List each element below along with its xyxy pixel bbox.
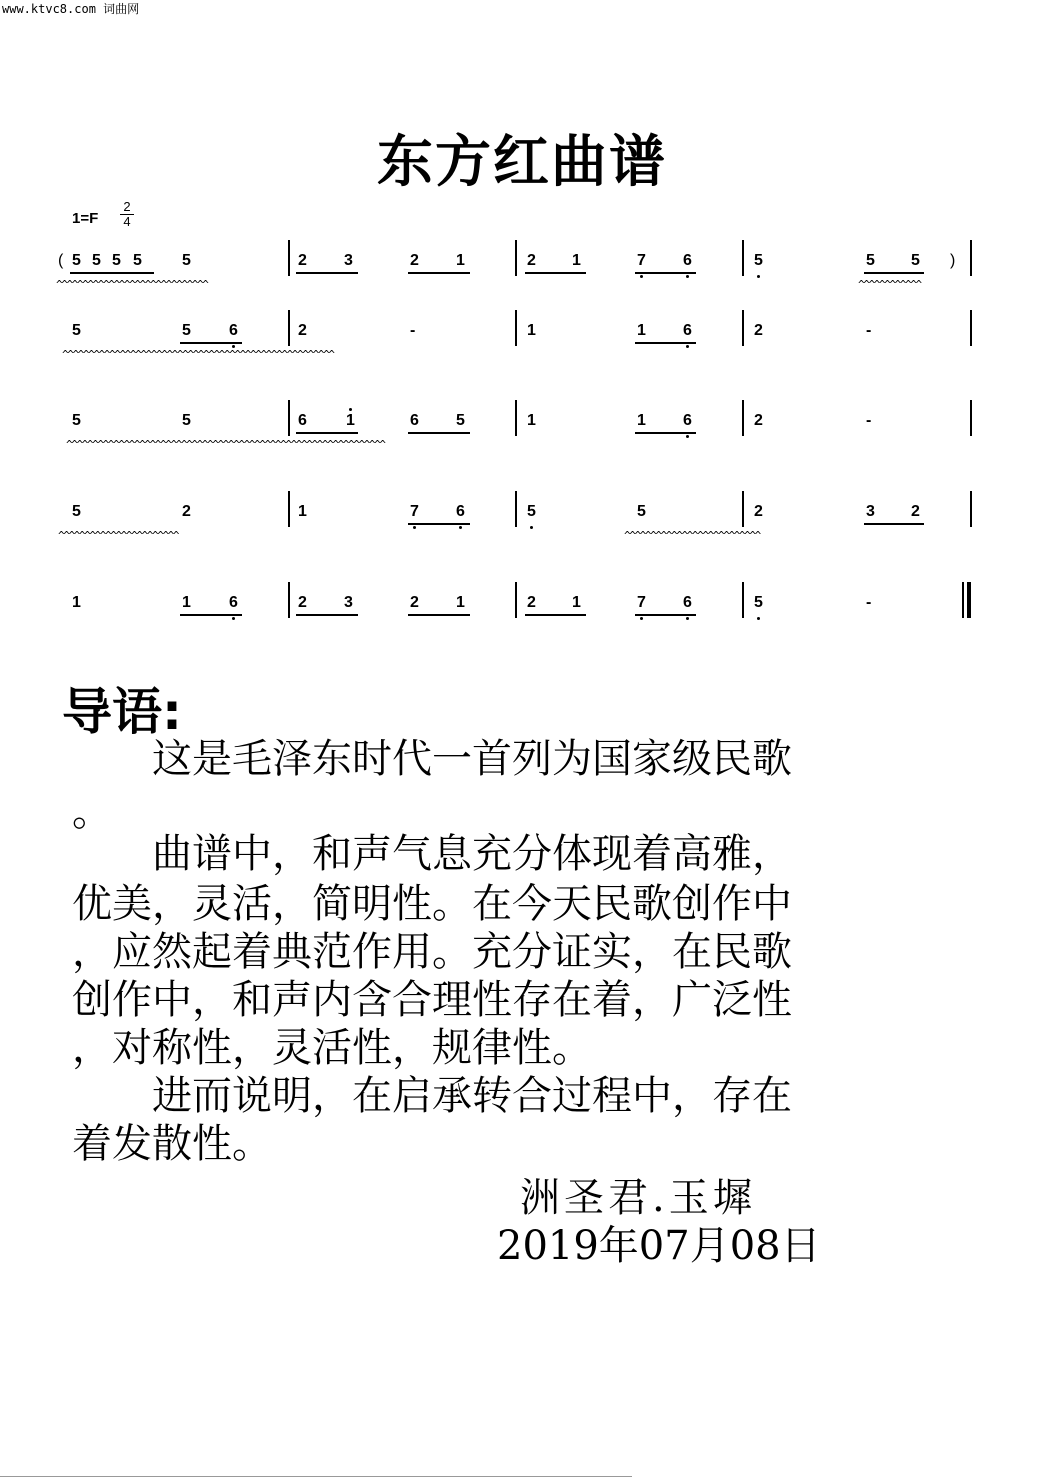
beat-underline xyxy=(408,614,470,616)
note: 1 xyxy=(527,412,536,429)
note: 2 xyxy=(410,252,419,269)
final-barline-thin xyxy=(962,582,964,618)
beat-underline xyxy=(635,432,696,434)
intro-heading: 导语: xyxy=(62,683,182,741)
beat-underline xyxy=(635,342,696,344)
slur-mark: ^^^^^^^^^^^^^^^^^^^^^^^^^^ xyxy=(624,529,760,542)
note: 1 xyxy=(72,594,81,611)
slur-mark: ^^^^^^^^^^^^^^^^^^^^^^^^^^^^^ xyxy=(56,278,208,291)
page-edge-rule xyxy=(0,1476,632,1477)
octave-dot-below xyxy=(459,526,462,529)
barline xyxy=(288,491,290,527)
beat-underline xyxy=(180,614,242,616)
octave-dot-above xyxy=(349,408,352,411)
note: 2 xyxy=(527,252,536,269)
intro-line: ，应然起着典范作用。充分证实，在民歌 xyxy=(72,929,792,975)
note: 7 xyxy=(637,594,646,611)
note: 1 xyxy=(346,412,355,429)
barline xyxy=(970,491,972,527)
beat-underline xyxy=(296,272,358,274)
barline xyxy=(515,310,517,346)
intro-line: 创作中，和声内含合理性存在着，广泛性 xyxy=(72,977,792,1023)
note: 5 xyxy=(72,503,81,520)
note: 6 xyxy=(456,503,465,520)
barline xyxy=(742,310,744,346)
note: 1 xyxy=(572,252,581,269)
beat-underline xyxy=(635,614,696,616)
note: 6 xyxy=(229,594,238,611)
note: 1 xyxy=(456,252,465,269)
beat-underline xyxy=(864,272,924,274)
note: 6 xyxy=(683,252,692,269)
beat-underline xyxy=(864,523,924,525)
note: 5 xyxy=(72,322,81,339)
note: 5 xyxy=(527,503,536,520)
key-signature: 1=F xyxy=(72,210,99,227)
octave-dot-below xyxy=(640,617,643,620)
barline xyxy=(742,400,744,436)
note: 6 xyxy=(410,412,419,429)
octave-dot-below xyxy=(530,526,533,529)
note: 3 xyxy=(866,503,875,520)
note: 2 xyxy=(754,412,763,429)
note: 2 xyxy=(754,503,763,520)
slur-mark: ^^^^^^^^^^^^^^^^^^^^^^^^^^^^^^^^^^^^^^^^^^^^^^^^^^^^^^^^^^^^^ xyxy=(66,438,385,451)
note: 6 xyxy=(683,322,692,339)
slur-mark: ^^^^^^^^^^^^^^^^^^^^^^^^^^^^^^^^^^^^^^^^^^^^^^^^^^^^ xyxy=(62,348,334,361)
note: 7 xyxy=(637,252,646,269)
rest-dash: - xyxy=(866,594,872,611)
note: 1 xyxy=(637,412,646,429)
note: 5 xyxy=(754,594,763,611)
date-line: 2019年07月08日 xyxy=(497,1223,821,1269)
note: 3 xyxy=(344,252,353,269)
octave-dot-below xyxy=(413,526,416,529)
intro-line: 。 xyxy=(72,789,112,835)
note: 5 xyxy=(182,412,191,429)
octave-dot-below xyxy=(686,345,689,348)
intro-line: 曲谱中，和声气息充分体现着高雅， xyxy=(72,831,792,877)
intro-line: 进而说明，在启承转合过程中，存在 xyxy=(72,1073,792,1119)
note: 5 xyxy=(754,252,763,269)
page-title: 东方红曲谱 xyxy=(377,130,667,195)
meter-top: 2 xyxy=(120,200,134,215)
intro-line: 这是毛泽东时代一首列为国家级民歌 xyxy=(72,736,792,782)
note: 5 xyxy=(92,252,101,269)
note: 1 xyxy=(637,322,646,339)
beat-underline xyxy=(408,523,470,525)
slur-mark: ^^^^^^^^^^^^^^^^^^^^^^^ xyxy=(58,529,179,542)
note: 5 xyxy=(637,503,646,520)
open-paren: ( xyxy=(58,252,64,269)
barline xyxy=(742,582,744,618)
note: 3 xyxy=(344,594,353,611)
octave-dot-below xyxy=(686,617,689,620)
barline xyxy=(515,582,517,618)
note: 5 xyxy=(72,252,81,269)
barline xyxy=(742,491,744,527)
note: 6 xyxy=(229,322,238,339)
barline xyxy=(970,240,972,276)
beat-underline xyxy=(296,432,358,434)
note: 6 xyxy=(683,594,692,611)
note: 5 xyxy=(182,252,191,269)
note: 6 xyxy=(298,412,307,429)
barline xyxy=(970,310,972,346)
slur-mark: ^^^^^^^^^^^^ xyxy=(858,278,921,291)
rest-dash: - xyxy=(410,322,416,339)
octave-dot-below xyxy=(757,275,760,278)
note: 5 xyxy=(133,252,142,269)
note: 5 xyxy=(456,412,465,429)
note: 5 xyxy=(866,252,875,269)
beat-underline xyxy=(408,432,470,434)
beat-underline xyxy=(525,272,586,274)
barline xyxy=(970,400,972,436)
barline xyxy=(288,240,290,276)
note: 5 xyxy=(72,412,81,429)
barline xyxy=(288,310,290,346)
note: 2 xyxy=(298,594,307,611)
note: 2 xyxy=(527,594,536,611)
rest-dash: - xyxy=(866,412,872,429)
intro-line: ，对称性，灵活性，规律性。 xyxy=(72,1025,592,1071)
note: 2 xyxy=(911,503,920,520)
barline xyxy=(288,582,290,618)
note: 5 xyxy=(182,322,191,339)
barline xyxy=(288,400,290,436)
octave-dot-below xyxy=(686,275,689,278)
beat-underline xyxy=(180,342,242,344)
meter-bottom: 4 xyxy=(123,214,131,229)
octave-dot-below xyxy=(686,435,689,438)
note: 5 xyxy=(911,252,920,269)
close-paren: ) xyxy=(950,252,956,269)
note: 7 xyxy=(410,503,419,520)
note: 2 xyxy=(182,503,191,520)
barline xyxy=(515,240,517,276)
rest-dash: - xyxy=(866,322,872,339)
watermark: www.ktvc8.com 词曲网 xyxy=(2,2,140,16)
intro-line: 着发散性。 xyxy=(72,1121,272,1167)
author-signature: 洲圣君.玉墀 xyxy=(520,1175,757,1221)
beat-underline xyxy=(70,272,154,274)
note: 1 xyxy=(298,503,307,520)
note: 5 xyxy=(112,252,121,269)
note: 2 xyxy=(298,322,307,339)
time-signature xyxy=(120,200,134,229)
barline xyxy=(515,400,517,436)
beat-underline xyxy=(635,272,696,274)
intro-line: 优美，灵活，简明性。在今天民歌创作中 xyxy=(72,881,792,927)
beat-underline xyxy=(296,614,358,616)
octave-dot-below xyxy=(757,617,760,620)
beat-underline xyxy=(408,272,470,274)
barline xyxy=(742,240,744,276)
note: 1 xyxy=(182,594,191,611)
octave-dot-below xyxy=(232,617,235,620)
note: 2 xyxy=(410,594,419,611)
final-barline-thick xyxy=(967,582,971,618)
octave-dot-below xyxy=(640,275,643,278)
note: 1 xyxy=(527,322,536,339)
note: 1 xyxy=(456,594,465,611)
note: 1 xyxy=(572,594,581,611)
beat-underline xyxy=(525,614,586,616)
barline xyxy=(515,491,517,527)
note: 2 xyxy=(298,252,307,269)
note: 2 xyxy=(754,322,763,339)
note: 6 xyxy=(683,412,692,429)
